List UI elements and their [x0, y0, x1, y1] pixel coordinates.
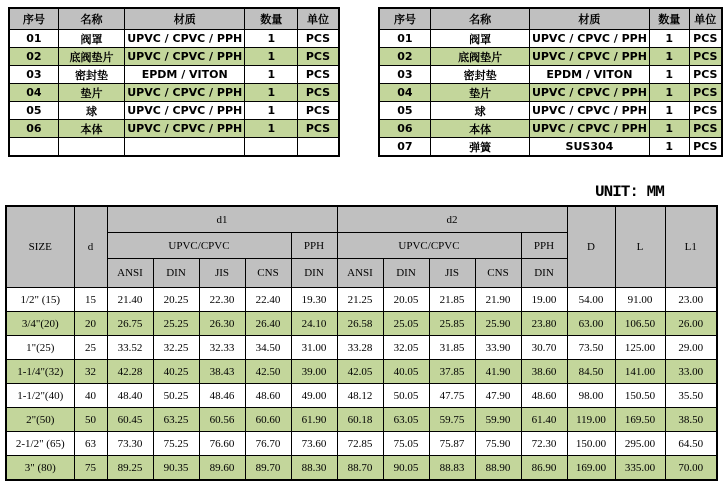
parts-cell: 垫片 [58, 84, 124, 102]
group-header-d2: d2 [337, 206, 567, 233]
d2-value-cell: 25.05 [383, 312, 429, 336]
d1-value-cell: 42.50 [245, 360, 291, 384]
d1-value-cell: 73.30 [107, 432, 153, 456]
parts-cell: 本体 [431, 120, 530, 138]
D-cell: 169.00 [567, 456, 615, 481]
size-cell: 1-1/4"(32) [6, 360, 74, 384]
d1-value-cell: 89.70 [245, 456, 291, 481]
parts-row [379, 138, 722, 157]
d1-value-cell: 31.00 [291, 336, 337, 360]
dimension-row [6, 456, 717, 481]
parts-cell: 1 [649, 66, 689, 84]
d2-value-cell: 60.18 [337, 408, 383, 432]
D-cell: 98.00 [567, 384, 615, 408]
d2-value-cell: 88.83 [429, 456, 475, 481]
parts-cell: UPVC / CPVC / PPH [529, 30, 649, 48]
D-cell: 84.50 [567, 360, 615, 384]
d1-value-cell: 61.90 [291, 408, 337, 432]
parts-cell: 1 [245, 102, 298, 120]
parts-cell: PCS [298, 120, 339, 138]
d1-value-cell: 25.25 [153, 312, 199, 336]
d2-value-cell: 26.58 [337, 312, 383, 336]
parts-cell: PCS [689, 138, 722, 157]
parts-cell: 阀罩 [58, 30, 124, 48]
parts-cell: 底阀垫片 [58, 48, 124, 66]
parts-cell: 密封垫 [431, 66, 530, 84]
d1-value-cell: 89.60 [199, 456, 245, 481]
parts-row [9, 66, 339, 84]
L-cell: 295.00 [615, 432, 665, 456]
d1-value-cell: 48.46 [199, 384, 245, 408]
parts-cell: 05 [9, 102, 58, 120]
parts-cell: UPVC / CPVC / PPH [125, 48, 245, 66]
d1-value-cell: 33.52 [107, 336, 153, 360]
parts-header-row [379, 8, 722, 30]
L-cell: 106.50 [615, 312, 665, 336]
parts-cell: UPVC / CPVC / PPH [125, 102, 245, 120]
d2-value-cell: 20.05 [383, 288, 429, 312]
parts-cell: PCS [689, 120, 722, 138]
d2-value-cell: 47.90 [475, 384, 521, 408]
parts-cell: 03 [379, 66, 431, 84]
parts-cell: UPVC / CPVC / PPH [529, 120, 649, 138]
standard-header: ANSI [337, 259, 383, 288]
parts-cell: 球 [58, 102, 124, 120]
dimension-table [5, 205, 718, 481]
d1-value-cell: 26.75 [107, 312, 153, 336]
parts-cell: PCS [298, 48, 339, 66]
d2-value-cell: 25.90 [475, 312, 521, 336]
parts-cell: PCS [298, 102, 339, 120]
material-header-pph-d1: PPH [291, 233, 337, 259]
d1-value-cell: 49.00 [291, 384, 337, 408]
d1-value-cell: 39.00 [291, 360, 337, 384]
parts-column-header: 名称 [58, 8, 124, 30]
parts-table-right [378, 7, 723, 157]
D-cell: 54.00 [567, 288, 615, 312]
parts-cell: 1 [649, 138, 689, 157]
d2-value-cell: 31.85 [429, 336, 475, 360]
L-cell: 150.50 [615, 384, 665, 408]
L-cell: 91.00 [615, 288, 665, 312]
d1-value-cell: 34.50 [245, 336, 291, 360]
L1-cell: 33.00 [665, 360, 717, 384]
col-header-d: d [74, 206, 107, 288]
d1-value-cell: 60.60 [245, 408, 291, 432]
d1-value-cell: 76.60 [199, 432, 245, 456]
parts-cell: 05 [379, 102, 431, 120]
d-cell: 20 [74, 312, 107, 336]
col-header-D: D [567, 206, 615, 288]
d1-value-cell: 20.25 [153, 288, 199, 312]
parts-table-left-body [9, 30, 339, 157]
parts-column-header: 单位 [298, 8, 339, 30]
d-cell: 75 [74, 456, 107, 481]
parts-cell: 垫片 [431, 84, 530, 102]
parts-cell: UPVC / CPVC / PPH [529, 48, 649, 66]
size-cell: 2-1/2" (65) [6, 432, 74, 456]
parts-column-header: 材质 [125, 8, 245, 30]
standard-header: DIN [521, 259, 567, 288]
d2-value-cell: 41.90 [475, 360, 521, 384]
parts-cell: 06 [9, 120, 58, 138]
parts-row [379, 48, 722, 66]
L1-cell: 64.50 [665, 432, 717, 456]
D-cell: 150.00 [567, 432, 615, 456]
parts-cell: UPVC / CPVC / PPH [529, 84, 649, 102]
parts-cell: 阀罩 [431, 30, 530, 48]
col-header-size: SIZE [6, 206, 74, 288]
d2-value-cell: 59.75 [429, 408, 475, 432]
parts-cell: 1 [649, 84, 689, 102]
parts-cell: 1 [649, 48, 689, 66]
d2-value-cell: 47.75 [429, 384, 475, 408]
dimension-row [6, 408, 717, 432]
d1-value-cell: 90.35 [153, 456, 199, 481]
d2-value-cell: 72.30 [521, 432, 567, 456]
parts-cell: EPDM / VITON [125, 66, 245, 84]
parts-column-header: 材质 [529, 8, 649, 30]
size-cell: 1"(25) [6, 336, 74, 360]
dimension-row [6, 432, 717, 456]
d-cell: 63 [74, 432, 107, 456]
L1-cell: 38.50 [665, 408, 717, 432]
parts-table-right-header [379, 8, 722, 30]
size-cell: 1/2" (15) [6, 288, 74, 312]
parts-cell: UPVC / CPVC / PPH [125, 30, 245, 48]
L1-cell: 23.00 [665, 288, 717, 312]
dimension-row [6, 288, 717, 312]
d2-value-cell: 48.60 [521, 384, 567, 408]
standard-header: JIS [199, 259, 245, 288]
material-header-upvc-d2: UPVC/CPVC [337, 233, 521, 259]
d-cell: 40 [74, 384, 107, 408]
parts-empty-cell [9, 138, 58, 157]
L1-cell: 70.00 [665, 456, 717, 481]
d-cell: 15 [74, 288, 107, 312]
d1-value-cell: 21.40 [107, 288, 153, 312]
dimension-row [6, 384, 717, 408]
d2-value-cell: 21.90 [475, 288, 521, 312]
parts-cell: 1 [649, 102, 689, 120]
parts-cell: 06 [379, 120, 431, 138]
standard-header: DIN [153, 259, 199, 288]
standard-header: CNS [475, 259, 521, 288]
d1-value-cell: 75.25 [153, 432, 199, 456]
D-cell: 119.00 [567, 408, 615, 432]
d2-value-cell: 63.05 [383, 408, 429, 432]
standard-header: DIN [383, 259, 429, 288]
dimension-row [6, 336, 717, 360]
d1-value-cell: 73.60 [291, 432, 337, 456]
parts-table-right-body [379, 30, 722, 157]
parts-cell: 底阀垫片 [431, 48, 530, 66]
d1-value-cell: 48.60 [245, 384, 291, 408]
parts-cell: PCS [689, 48, 722, 66]
d1-value-cell: 40.25 [153, 360, 199, 384]
parts-table-left-header [9, 8, 339, 30]
group-header-d1: d1 [107, 206, 337, 233]
parts-cell: 04 [379, 84, 431, 102]
parts-cell: 1 [649, 120, 689, 138]
d2-value-cell: 40.05 [383, 360, 429, 384]
parts-empty-cell [298, 138, 339, 157]
parts-row [9, 84, 339, 102]
d2-value-cell: 59.90 [475, 408, 521, 432]
L-cell: 125.00 [615, 336, 665, 360]
L-cell: 141.00 [615, 360, 665, 384]
unit-label: UNIT: MM [595, 183, 664, 201]
parts-row [9, 48, 339, 66]
parts-cell: 01 [9, 30, 58, 48]
d1-value-cell: 19.30 [291, 288, 337, 312]
parts-row [9, 120, 339, 138]
d2-value-cell: 75.87 [429, 432, 475, 456]
parts-empty-cell [245, 138, 298, 157]
parts-column-header: 数量 [649, 8, 689, 30]
d2-value-cell: 86.90 [521, 456, 567, 481]
parts-row [379, 120, 722, 138]
L1-cell: 26.00 [665, 312, 717, 336]
d2-value-cell: 25.85 [429, 312, 475, 336]
parts-row [379, 66, 722, 84]
col-header-L1: L1 [665, 206, 717, 288]
d1-value-cell: 26.30 [199, 312, 245, 336]
parts-row [9, 30, 339, 48]
parts-cell: 1 [245, 66, 298, 84]
parts-cell: SUS304 [529, 138, 649, 157]
d2-value-cell: 21.25 [337, 288, 383, 312]
size-cell: 3" (80) [6, 456, 74, 481]
d1-value-cell: 38.43 [199, 360, 245, 384]
L-cell: 335.00 [615, 456, 665, 481]
parts-row [379, 102, 722, 120]
parts-cell: 密封垫 [58, 66, 124, 84]
d1-value-cell: 60.56 [199, 408, 245, 432]
parts-table-left [8, 7, 340, 157]
d-cell: 32 [74, 360, 107, 384]
standard-header: CNS [245, 259, 291, 288]
d1-value-cell: 24.10 [291, 312, 337, 336]
d2-value-cell: 30.70 [521, 336, 567, 360]
parts-cell: PCS [298, 84, 339, 102]
d1-value-cell: 89.25 [107, 456, 153, 481]
size-cell: 2"(50) [6, 408, 74, 432]
d2-value-cell: 21.85 [429, 288, 475, 312]
parts-tables-section [8, 7, 723, 157]
parts-cell: PCS [689, 102, 722, 120]
size-cell: 3/4"(20) [6, 312, 74, 336]
d-cell: 25 [74, 336, 107, 360]
d2-value-cell: 23.80 [521, 312, 567, 336]
material-header-upvc-d1: UPVC/CPVC [107, 233, 291, 259]
parts-empty-row [9, 138, 339, 157]
d1-value-cell: 22.40 [245, 288, 291, 312]
parts-cell: PCS [689, 66, 722, 84]
parts-cell: 本体 [58, 120, 124, 138]
d2-value-cell: 50.05 [383, 384, 429, 408]
d-cell: 50 [74, 408, 107, 432]
d1-value-cell: 32.33 [199, 336, 245, 360]
d1-value-cell: 26.40 [245, 312, 291, 336]
material-header-pph-d2: PPH [521, 233, 567, 259]
d2-value-cell: 90.05 [383, 456, 429, 481]
L-cell: 169.50 [615, 408, 665, 432]
d2-value-cell: 19.00 [521, 288, 567, 312]
parts-cell: UPVC / CPVC / PPH [125, 84, 245, 102]
standard-header: JIS [429, 259, 475, 288]
d2-value-cell: 88.70 [337, 456, 383, 481]
d1-value-cell: 60.45 [107, 408, 153, 432]
dimension-row [6, 360, 717, 384]
d1-value-cell: 32.25 [153, 336, 199, 360]
parts-cell: 07 [379, 138, 431, 157]
parts-column-header: 序号 [9, 8, 58, 30]
size-cell: 1-1/2"(40) [6, 384, 74, 408]
parts-cell: PCS [298, 30, 339, 48]
standard-header: ANSI [107, 259, 153, 288]
parts-cell: 球 [431, 102, 530, 120]
d2-value-cell: 61.40 [521, 408, 567, 432]
d1-value-cell: 76.70 [245, 432, 291, 456]
parts-cell: 02 [9, 48, 58, 66]
parts-empty-cell [125, 138, 245, 157]
D-cell: 73.50 [567, 336, 615, 360]
d1-value-cell: 42.28 [107, 360, 153, 384]
parts-column-header: 序号 [379, 8, 431, 30]
parts-column-header: 单位 [689, 8, 722, 30]
d2-value-cell: 72.85 [337, 432, 383, 456]
d2-value-cell: 75.90 [475, 432, 521, 456]
parts-cell: 03 [9, 66, 58, 84]
d1-value-cell: 88.30 [291, 456, 337, 481]
parts-column-header: 数量 [245, 8, 298, 30]
dimension-table-header [6, 206, 717, 288]
dimension-row [6, 312, 717, 336]
parts-cell: UPVC / CPVC / PPH [529, 102, 649, 120]
standard-header: DIN [291, 259, 337, 288]
parts-empty-cell [58, 138, 124, 157]
d2-value-cell: 48.12 [337, 384, 383, 408]
parts-cell: 1 [245, 30, 298, 48]
parts-cell: PCS [689, 30, 722, 48]
parts-header-row [9, 8, 339, 30]
d2-value-cell: 88.90 [475, 456, 521, 481]
parts-cell: 02 [379, 48, 431, 66]
parts-cell: 1 [245, 84, 298, 102]
d2-value-cell: 42.05 [337, 360, 383, 384]
d2-value-cell: 33.90 [475, 336, 521, 360]
parts-cell: PCS [689, 84, 722, 102]
parts-row [379, 84, 722, 102]
d2-value-cell: 32.05 [383, 336, 429, 360]
d2-value-cell: 33.28 [337, 336, 383, 360]
parts-cell: PCS [298, 66, 339, 84]
d1-value-cell: 22.30 [199, 288, 245, 312]
parts-cell: 04 [9, 84, 58, 102]
parts-row [379, 30, 722, 48]
parts-cell: EPDM / VITON [529, 66, 649, 84]
parts-column-header: 名称 [431, 8, 530, 30]
d1-value-cell: 50.25 [153, 384, 199, 408]
parts-cell: 1 [245, 48, 298, 66]
parts-cell: 弹簧 [431, 138, 530, 157]
d1-value-cell: 63.25 [153, 408, 199, 432]
parts-cell: 1 [245, 120, 298, 138]
parts-cell: 1 [649, 30, 689, 48]
parts-cell: 01 [379, 30, 431, 48]
D-cell: 63.00 [567, 312, 615, 336]
col-header-L: L [615, 206, 665, 288]
d2-value-cell: 37.85 [429, 360, 475, 384]
L1-cell: 35.50 [665, 384, 717, 408]
parts-cell: UPVC / CPVC / PPH [125, 120, 245, 138]
parts-row [9, 102, 339, 120]
d2-value-cell: 38.60 [521, 360, 567, 384]
dimension-table-body [6, 288, 717, 481]
d2-value-cell: 75.05 [383, 432, 429, 456]
L1-cell: 29.00 [665, 336, 717, 360]
d1-value-cell: 48.40 [107, 384, 153, 408]
